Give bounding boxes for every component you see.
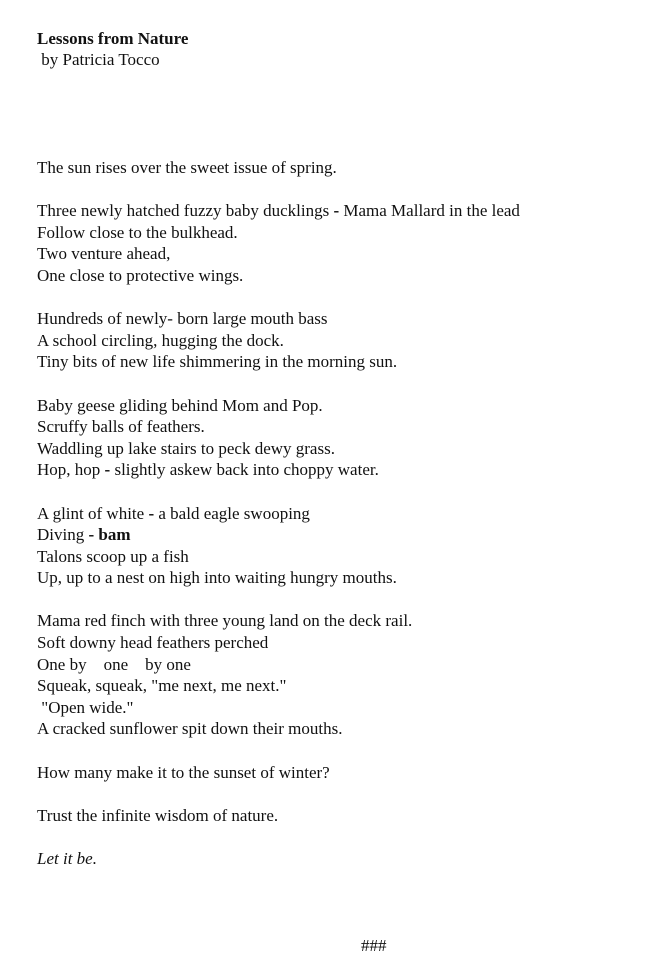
poem-line: "Open wide." — [37, 697, 134, 717]
stanza-break — [37, 179, 647, 201]
poem-line: Soft downy head feathers perched — [37, 633, 269, 653]
stanza-break — [37, 783, 647, 805]
stanza-break — [37, 373, 647, 395]
line-text: A glint of white — [37, 503, 149, 523]
poem-line: Trust the infinite wisdom of nature. — [37, 805, 279, 825]
poem-line — [37, 459, 647, 481]
poem-line: Waddling up lake stairs to peck dewy grass. — [37, 438, 335, 458]
poem-line: Baby geese gliding behind Mom and Pop. — [37, 395, 323, 415]
line-emphasis: - bam — [88, 525, 131, 545]
line-dash: - — [333, 201, 340, 221]
poem-line: A cracked sunflower spit down their mouths. — [37, 719, 343, 739]
line-text: Diving — [37, 525, 89, 545]
poem-line: Squeak, squeak, "me next, me next." — [37, 676, 287, 696]
poem-author: by Patricia Tocco — [37, 50, 160, 69]
poem-line — [37, 200, 647, 222]
poem-line: Talons scoop up a fish — [37, 546, 189, 566]
poem-line: Two venture ahead, — [37, 244, 171, 264]
poem-line: One close to protective wings. — [37, 265, 244, 285]
line-text: a bald eagle swooping — [154, 503, 310, 523]
poem-body — [37, 157, 647, 870]
line-text: Mama Mallard in the lead — [339, 201, 520, 221]
stanza-break — [37, 826, 647, 848]
poem-line: Scruffy balls of feathers. — [37, 417, 205, 437]
stanza-break — [37, 481, 647, 503]
poem-line: How many make it to the sunset of winter? — [37, 762, 330, 782]
poem-line: Up, up to a nest on high into waiting hungry mouths. — [37, 568, 397, 588]
poem-closing-line: Let it be. — [37, 849, 97, 868]
poem-line: The sun rises over the sweet issue of spring. — [37, 158, 337, 177]
stanza-break — [37, 287, 647, 309]
line-dash: - — [104, 460, 111, 480]
poem-line: Hundreds of newly- born large mouth bass — [37, 309, 328, 329]
poem-line: Tiny bits of new life shimmering in the morning sun. — [37, 352, 398, 372]
poem-line: Follow close to the bulkhead. — [37, 222, 238, 242]
stanza-break — [37, 740, 647, 762]
stanza-break — [37, 589, 647, 611]
line-text: Three newly hatched fuzzy baby ducklings — [37, 201, 334, 221]
poem-line: One by one by one — [37, 654, 191, 674]
line-text: slightly askew back into choppy water. — [110, 460, 379, 480]
end-mark: ### — [361, 936, 387, 955]
poem-line — [37, 503, 647, 525]
poem-line: A school circling, hugging the dock. — [37, 330, 284, 350]
poem-line: Mama red finch with three young land on the deck rail. — [37, 611, 413, 631]
poem-title: Lessons from Nature — [37, 29, 189, 48]
line-text: Hop, hop — [37, 460, 105, 480]
poem-line — [37, 524, 647, 546]
line-dash: - — [148, 503, 155, 523]
